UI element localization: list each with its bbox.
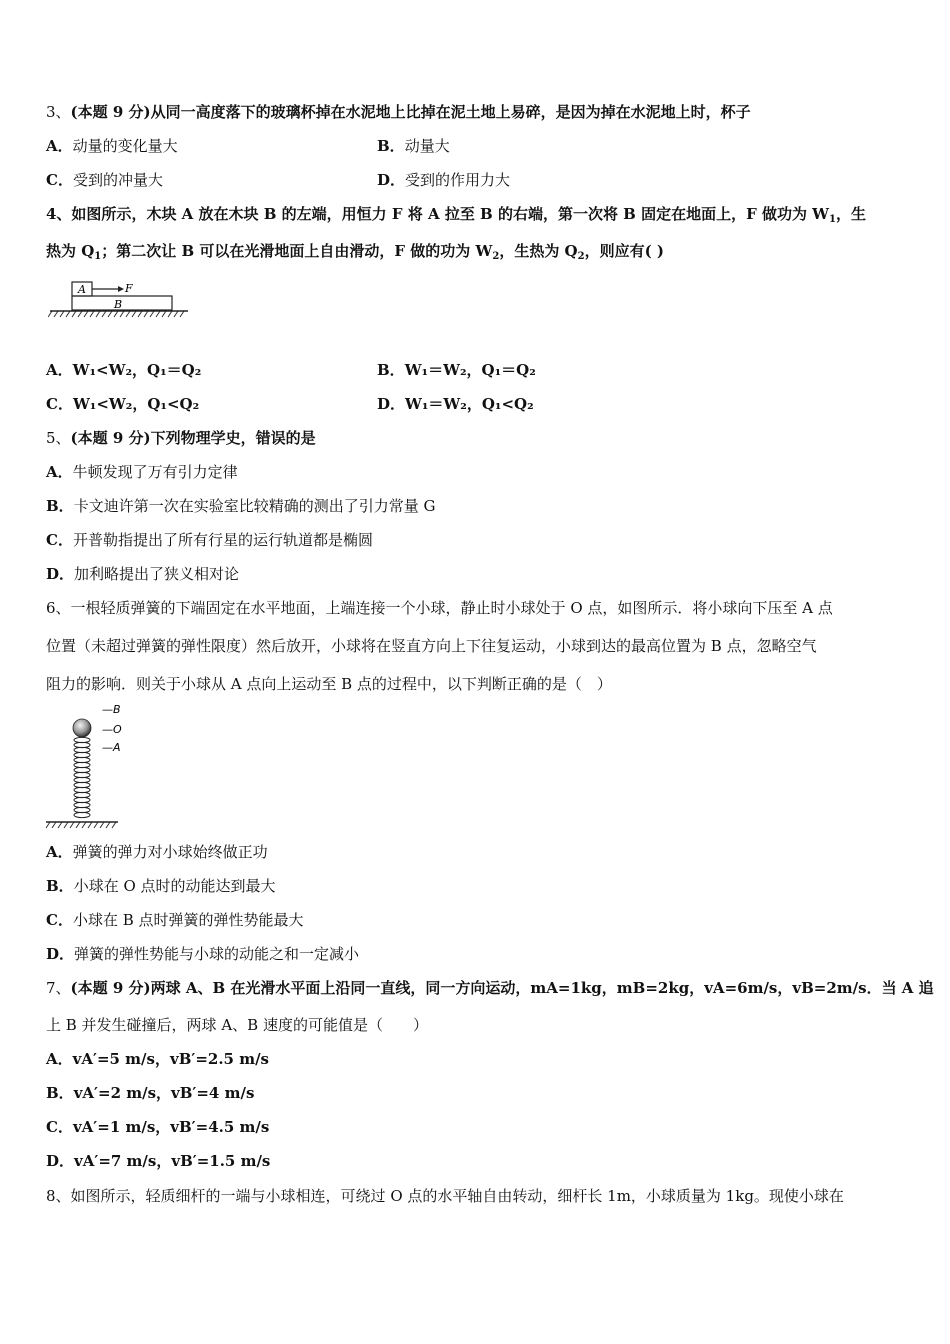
q6-option-c: C．小球在 B 点时弹簧的弹性势能最大 <box>46 911 304 929</box>
q3-option-b: B．动量大 <box>377 137 450 155</box>
q8-stem-line1: 8、如图所示，轻质细杆的一端与小球相连，可绕过 O 点的水平轴自由转动，细杆长 1m，小球质量为 1kg。现使小球在 <box>46 1187 844 1205</box>
q4-blocks-figure <box>48 278 190 322</box>
q4-stem-line2: 热为 $Q_1$；第二次让 B 可以在光滑地面上自由滑动，F 做的功为 $W_2$，生热为 $Q_2$，则应有( ) <box>46 242 664 262</box>
label-o: —O <box>102 723 122 736</box>
label-a: A <box>78 283 86 296</box>
q3-stem: 3、(本题 9 分)从同一高度落下的玻璃杯掉在水泥地上比掉在泥土地上易碎，是因为掉在水泥地上时，杯子 <box>46 103 751 121</box>
q4-option-a: A．W₁<W₂，Q₁＝Q₂ <box>46 361 202 379</box>
q6-stem-line2: 位置（未超过弹簧的弹性限度）然后放开，小球将在竖直方向上下往复运动，小球到达的最高位置为 B 点，忽略空气 <box>46 637 817 655</box>
ground-hatch <box>48 311 184 317</box>
q6-spring-figure <box>44 700 140 830</box>
q5-option-d: D．加利略提出了狭义相对论 <box>46 565 240 583</box>
q5-option-c: C．开普勒指提出了所有行星的运行轨道都是椭圆 <box>46 531 373 549</box>
q7-stem-line2: 上 B 并发生碰撞后，两球 A、B 速度的可能值是（ ） <box>46 1016 428 1034</box>
label-b: —B <box>102 703 121 716</box>
q7-option-a: A．vA′=5 m/s，vB′=2.5 m/s <box>46 1050 270 1068</box>
label-a: —A <box>102 741 121 754</box>
q6-stem-line1: 6、一根轻质弹簧的下端固定在水平地面，上端连接一个小球，静止时小球处于 O 点，如图所示．将小球向下压至 A 点 <box>46 599 833 617</box>
q5-option-b: B．卡文迪许第一次在实验室比较精确的测出了引力常量 G <box>46 497 436 515</box>
spring-coil <box>74 737 90 817</box>
q3-option-c: C．受到的冲量大 <box>46 171 163 189</box>
q6-option-b: B．小球在 O 点时的动能达到最大 <box>46 877 276 895</box>
ground-hatch <box>46 822 116 828</box>
q5-stem: 5、(本题 9 分)下列物理学史，错误的是 <box>46 429 316 447</box>
q3-option-a: A．动量的变化量大 <box>46 137 178 155</box>
q7-option-b: B．vA′=2 m/s，vB′=4 m/s <box>46 1084 255 1102</box>
q3-option-d: D．受到的作用力大 <box>377 171 511 189</box>
q4-stem-line1: 4、如图所示，木块 A 放在木块 B 的左端，用恒力 F 将 A 拉至 B 的右端，第一次将 B 固定在地面上，F 做功为 $W_1$，生 <box>46 205 866 225</box>
q5-option-a: A．牛顿发现了万有引力定律 <box>46 463 238 481</box>
label-f: F <box>125 282 133 295</box>
q4-option-d: D．W₁＝W₂，Q₁<Q₂ <box>377 395 534 413</box>
q7-option-d: D．vA′=7 m/s，vB′=1.5 m/s <box>46 1152 271 1170</box>
ball <box>73 719 91 737</box>
label-b: B <box>114 298 123 311</box>
q7-option-c: C．vA′=1 m/s，vB′=4.5 m/s <box>46 1118 270 1136</box>
q7-stem-line1: 7、(本题 9 分)两球 A、B 在光滑水平面上沿同一直线，同一方向运动，mA=1kg，mB=2kg，vA=6m/s，vB=2m/s．当 A 追 <box>46 979 934 997</box>
q4-option-c: C．W₁<W₂，Q₁<Q₂ <box>46 395 200 413</box>
q6-option-d: D．弹簧的弹性势能与小球的动能之和一定减小 <box>46 945 360 963</box>
q4-option-b: B．W₁＝W₂，Q₁＝Q₂ <box>377 361 536 379</box>
q6-option-a: A．弹簧的弹力对小球始终做正功 <box>46 843 268 861</box>
q6-stem-line3: 阻力的影响．则关于小球从 A 点向上运动至 B 点的过程中，以下判断正确的是（ ） <box>46 675 612 693</box>
